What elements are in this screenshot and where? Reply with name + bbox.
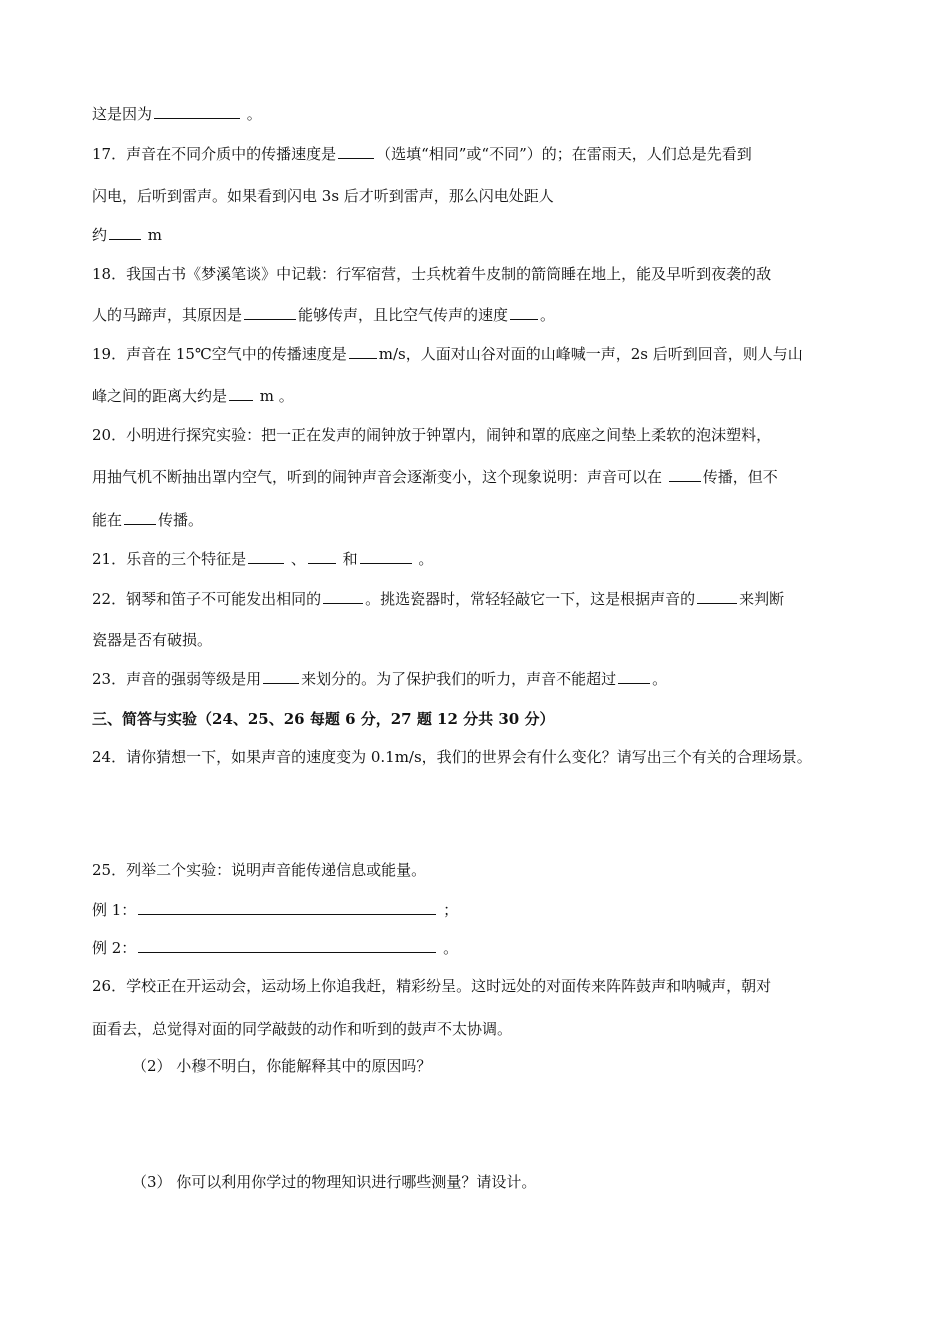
answer-blank[interactable]	[338, 144, 374, 159]
question-21: 21．乐音的三个特征是 、 和 。	[92, 550, 434, 568]
answer-blank[interactable]	[244, 305, 296, 320]
answer-blank[interactable]	[154, 104, 240, 119]
answer-blank[interactable]	[248, 549, 284, 564]
question-20: 20．小明进行探究实验：把一正在发声的闹钟放于钟罩内，闹钟和罩的底座之间垫上柔软的泡沫塑料，	[92, 426, 772, 444]
answer-blank[interactable]	[229, 386, 253, 401]
answer-blank[interactable]	[349, 344, 377, 359]
section-heading: 三、简答与实验（24、25、26 每题 6 分，27 题 12 分共 30 分）	[92, 710, 555, 728]
question-17-line2: 闪电，后听到雷声。如果看到闪电 3s 后才听到雷声，那么闪电处距人	[92, 187, 554, 205]
answer-blank[interactable]	[138, 900, 436, 915]
answer-blank[interactable]	[263, 669, 299, 684]
question-26-part-2: （2） 小穆不明白，你能解释其中的原因吗？	[132, 1057, 432, 1075]
question-19: 19．声音在 15℃空气中的传播速度是 m/s，人面对山谷对面的山峰喊一声，2s 后听到回音，则人与山	[92, 345, 803, 363]
answer-blank[interactable]	[618, 669, 650, 684]
answer-blank[interactable]	[323, 589, 363, 604]
question-20-line2: 用抽气机不断抽出罩内空气，听到的闹钟声音会逐渐变小，这个现象说明：声音可以在 传播，但不	[92, 468, 778, 486]
answer-blank[interactable]	[109, 225, 141, 240]
question-18: 18．我国古书《梦溪笔谈》中记载：行军宿营，士兵枕着牛皮制的箭筒睡在地上，能及早听到夜袭的敌	[92, 265, 772, 283]
answer-blank[interactable]	[360, 549, 412, 564]
question-20-line3: 能在 传播。	[92, 511, 204, 529]
question-17-line3: 约 m	[92, 226, 163, 244]
answer-blank[interactable]	[124, 510, 156, 525]
question-25-example-2: 例 2： 。	[92, 939, 459, 957]
question-22: 22．钢琴和笛子不可能发出相同的 。挑选瓷器时，常轻轻敲它一下，这是根据声音的 来判断	[92, 590, 785, 608]
answer-blank[interactable]	[138, 938, 436, 953]
question-23: 23．声音的强弱等级是用 来划分的。为了保护我们的听力，声音不能超过 。	[92, 670, 668, 688]
question-26: 26．学校正在开运动会，运动场上你追我赶，精彩纷呈。这时远处的对面传来阵阵鼓声和呐喊声，朝对	[92, 977, 772, 995]
answer-blank[interactable]	[669, 467, 701, 482]
answer-blank[interactable]	[510, 305, 538, 320]
question-26-line2: 面看去，总觉得对面的同学敲鼓的动作和听到的鼓声不太协调。	[92, 1020, 513, 1038]
question-18-line2: 人的马蹄声，其原因是 能够传声，且比空气传声的速度 。	[92, 306, 556, 324]
answer-blank[interactable]	[697, 589, 737, 604]
question-24: 24．请你猜想一下，如果声音的速度变为 0.1m/s，我们的世界会有什么变化？请写出三个有关的合理场景。	[92, 748, 812, 766]
q16-continuation: 这是因为 。	[92, 105, 262, 123]
question-25-example-1: 例 1： ；	[92, 901, 459, 919]
question-17: 17．声音在不同介质中的传播速度是 （选填“相同”或“不同”）的；在雷雨天，人们总是先看到	[92, 145, 752, 163]
question-26-part-3: （3） 你可以利用你学过的物理知识进行哪些测量？请设计。	[132, 1173, 537, 1191]
answer-blank[interactable]	[308, 549, 336, 564]
question-19-line2: 峰之间的距离大约是 m 。	[92, 387, 294, 405]
question-25: 25．列举二个实验：说明声音能传递信息或能量。	[92, 861, 427, 879]
question-22-line2: 瓷器是否有破损。	[92, 631, 213, 649]
